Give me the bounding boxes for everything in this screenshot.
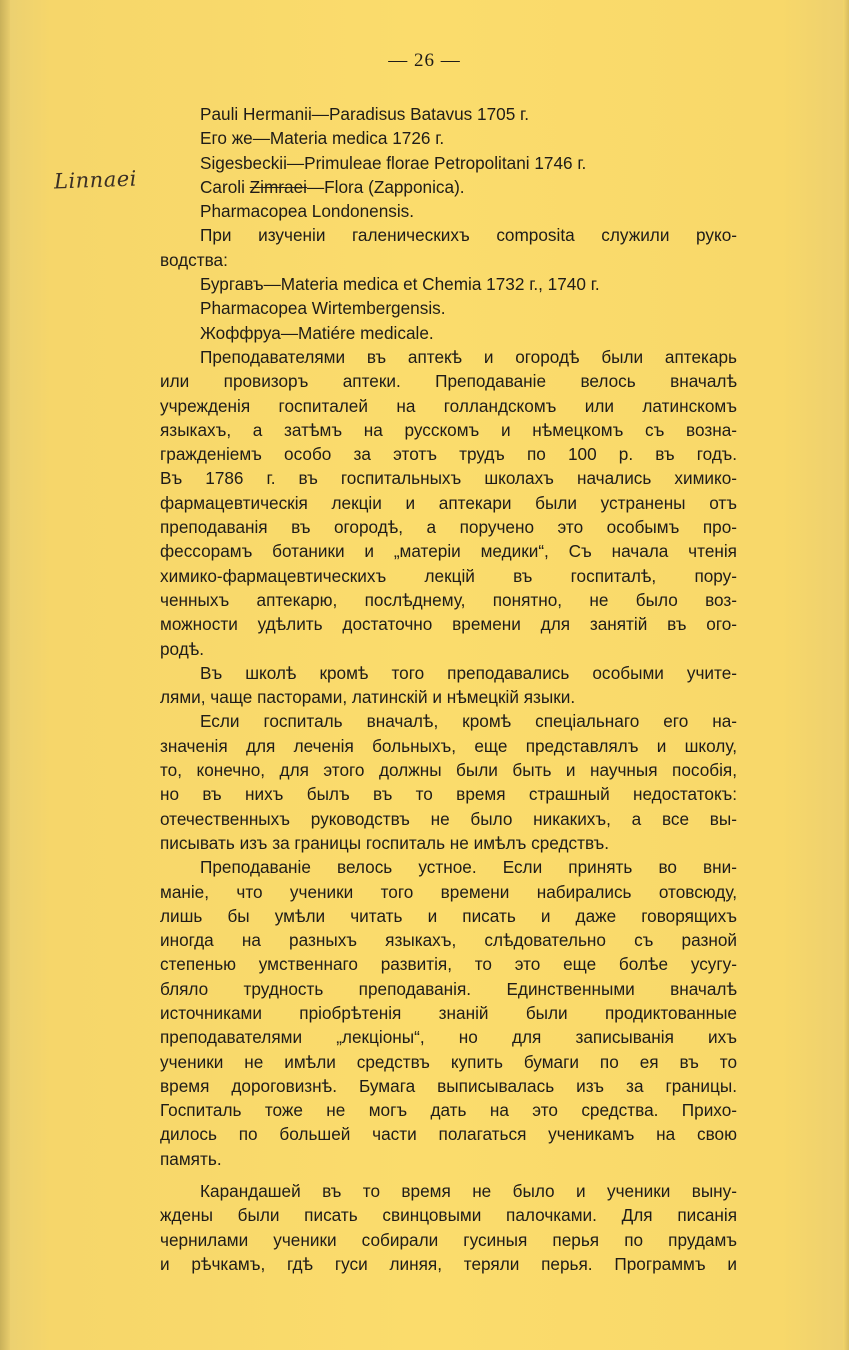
text-line: водства: [160,249,228,270]
text-line: лишь бы умѣли читать и писать и даже говорящихъ [160,905,737,926]
text-line: Госпиталь тоже не могъ дать на это средства. Прихо- [160,1100,737,1121]
text-line: учрежденія госпиталей на голландскомъ или латинскомъ [160,395,737,416]
text-line: писывать изъ за границы госпиталь не имѣлъ средствъ. [160,832,610,853]
text-line: чернилами ученики собирали гусиныя перья по прудамъ [160,1229,737,1250]
page-number: — 26 — [388,50,461,71]
text-line: фармацевтическія лекціи и аптекари были устранены отъ [160,492,737,513]
text-line: дилось по большей части полагаться ученикамъ на свою [160,1124,737,1145]
text-segment: Caroli [200,176,250,197]
text-line: и рѣчкамъ, гдѣ гуси линяя, теряли перья. Программъ и [160,1253,737,1274]
text-line: Pauli Hermanii—Paradisus Batavus 1705 г. [200,104,529,124]
text-line: гражденіемъ особо за этотъ трудъ по 100 р. въ годъ. [160,444,737,465]
text-line: Преподаваніе велось устное. Если принять во вни- [200,857,737,878]
text-line: то, конечно, для этого должны были быть и научныя пособія, [160,760,737,781]
text-line: Pharmacopea Wirtembergensis. [200,298,446,319]
text-line: можности удѣлить достаточно времени для занятій въ ого- [160,614,737,635]
text-line: языкахъ, а затѣмъ на русскомъ и нѣмецкомъ съ возна- [160,419,737,440]
struck-word: Zimraei [249,176,307,197]
text-line: но въ нихъ былъ въ то время страшный недостатокъ: [160,784,737,805]
text-line: Бургавъ—Materia medica et Chemia 1732 г., 1740 г. [200,274,600,295]
text-line: лями, чаще пасторами, латинскій и нѣмецкій языки. [160,687,576,708]
text-line: Карандашей въ то время не было и ученики выну- [200,1181,737,1202]
text-line: память. [160,1148,222,1169]
text-line: ученики не имѣли средствъ купить бумаги по ея въ то [160,1051,737,1072]
text-line: отечественныхъ руководствъ не было никакихъ, а все вы- [160,808,737,829]
text-line: бляло трудность преподаванія. Единственными вначалѣ [160,978,737,999]
text-line: Жоффруа—Matiére medicale. [200,322,434,343]
text-line: При изученіи галеническихъ composita служили руко- [200,225,737,246]
text-line: Если госпиталь вначалѣ, кромѣ спеціальнаго его на- [200,711,737,732]
paragraph-gap [160,1171,737,1179]
text-line: преподавателями „лекціоны“, но для записыванія ихъ [160,1027,737,1048]
text-line: иногда на разныхъ языкахъ, слѣдовательно съ разной [160,930,737,951]
text-line: степенью умственнаго развитія, то это еще болѣе усугу- [160,954,737,975]
text-line: родѣ. [160,638,205,659]
text-line: Sigesbeckii—Primuleae florae Petropolitani 1746 г. [200,152,587,173]
page-right-edge [843,0,849,1350]
text-line: фессорамъ ботаники и „матеріи медики“, Съ начала чтенія [160,541,737,562]
handwritten-margin-note: Linnaei [53,166,138,194]
text-segment: —Flora (Zapponica). [306,176,465,197]
text-line: преподаванія въ огородѣ, а поручено это особымъ про- [160,517,737,538]
text-line: Его же—Materia medica 1726 г. [200,128,445,149]
text-line: источниками пріобрѣтенія знаній были продиктованные [160,1002,737,1023]
text-line: Преподавателями въ аптекѣ и огородѣ были аптекарь [200,346,737,367]
page-left-edge [0,0,10,1350]
text-line: Въ 1786 г. въ госпитальныхъ школахъ начались химико- [160,468,737,489]
text-line [160,175,737,199]
text-line: значенія для леченія больныхъ, еще представлялъ и школу, [160,735,737,756]
page-body-text [160,102,737,1276]
text-line: Pharmacopea Londonensis. [200,201,415,222]
text-line: время дороговизнѣ. Бумага выписывалась изъ за границы. [160,1075,737,1096]
text-line: маніе, что ученики того времени набирались отовсюду, [160,881,737,902]
text-line: Въ школѣ кромѣ того преподавались особыми учите- [200,662,737,683]
text-line: ждены были писать свинцовыми палочками. Для писанія [160,1205,737,1226]
text-line: или провизоръ аптеки. Преподаваніе велось вначалѣ [160,371,737,392]
text-line: ченныхъ аптекарю, послѣднему, понятно, не было воз- [160,589,737,610]
text-line: химико-фармацевтическихъ лекцій въ госпиталѣ, пору- [160,565,737,586]
